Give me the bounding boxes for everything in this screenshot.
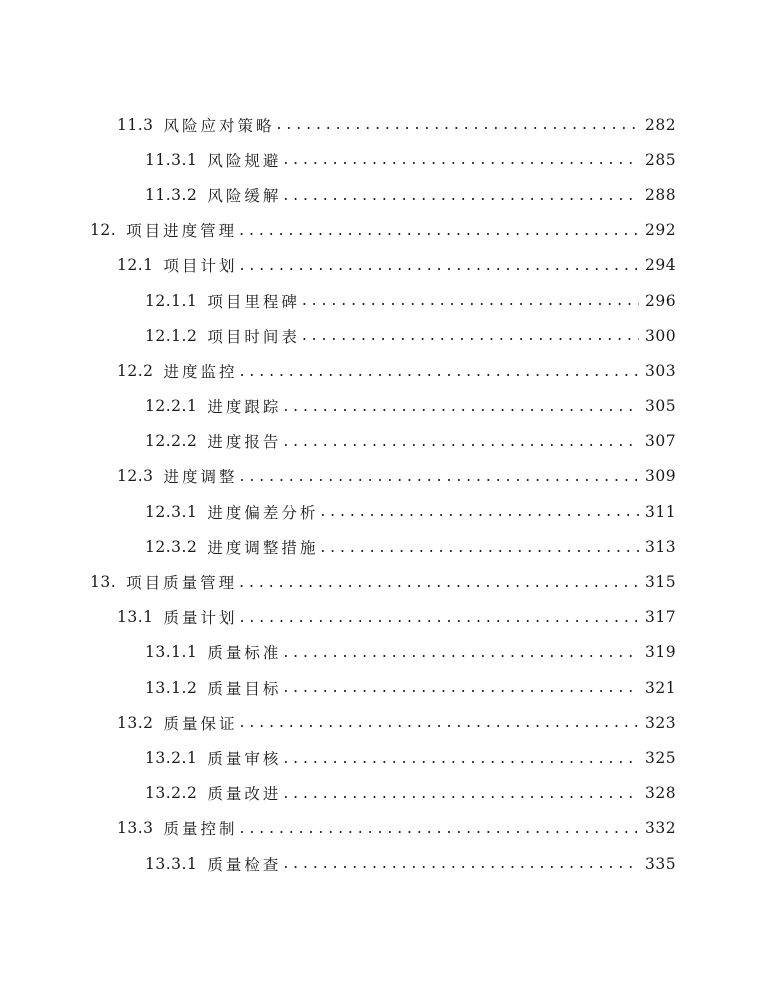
toc-entry-page: 313 bbox=[645, 537, 677, 556]
toc-entry-number: 13.3 bbox=[117, 819, 154, 838]
toc-entry-title: 进度调整措施 bbox=[207, 538, 319, 557]
dot-leader bbox=[320, 538, 639, 557]
dot-leader bbox=[240, 362, 639, 381]
toc-entry-page: 303 bbox=[645, 361, 677, 380]
toc-entry-number: 12.3.1 bbox=[145, 502, 198, 521]
toc-entry-title: 进度报告 bbox=[207, 433, 282, 452]
toc-entry-number: 12.3.2 bbox=[145, 537, 198, 556]
toc-entry-page: 296 bbox=[645, 291, 677, 310]
toc-entry[interactable] bbox=[0, 424, 675, 459]
toc-entry-title: 质量检查 bbox=[207, 855, 282, 874]
toc-entry[interactable] bbox=[0, 635, 675, 670]
toc-entry-number: 13.2 bbox=[117, 713, 154, 732]
toc-entry[interactable] bbox=[0, 142, 675, 177]
toc-entry[interactable] bbox=[0, 248, 675, 283]
toc-entry-number: 13. bbox=[90, 573, 117, 592]
dot-leader bbox=[283, 784, 639, 803]
toc-entry[interactable] bbox=[0, 177, 675, 212]
toc-entry-number: 11.3 bbox=[117, 115, 154, 134]
toc-entry[interactable] bbox=[0, 776, 675, 811]
toc-entry[interactable] bbox=[0, 353, 675, 388]
dot-leader bbox=[240, 608, 639, 627]
dot-leader bbox=[240, 819, 639, 838]
toc-entry[interactable] bbox=[0, 529, 675, 564]
toc-entry-title: 项目质量管理 bbox=[126, 574, 238, 593]
toc-entry[interactable] bbox=[0, 740, 675, 775]
dot-leader bbox=[239, 573, 643, 592]
toc-entry-page: 294 bbox=[645, 256, 677, 275]
toc-entry-page: 325 bbox=[645, 748, 677, 767]
toc-entry-page: 315 bbox=[645, 573, 677, 592]
toc-entry[interactable] bbox=[0, 107, 675, 142]
toc-entry-title: 质量计划 bbox=[163, 609, 238, 628]
toc-entry-title: 质量改进 bbox=[207, 785, 282, 804]
toc-entry-title: 风险缓解 bbox=[207, 186, 282, 205]
toc-entry-title: 质量标准 bbox=[207, 644, 282, 663]
toc-entry-title: 进度跟踪 bbox=[207, 398, 282, 417]
toc-entry-title: 风险规避 bbox=[207, 151, 282, 170]
toc-entry-title: 风险应对策略 bbox=[163, 116, 275, 135]
toc-entry-number: 12.3 bbox=[117, 467, 154, 486]
toc-entry-number: 12.2 bbox=[117, 361, 154, 380]
toc-entry-page: 328 bbox=[645, 784, 677, 803]
toc-entry-page: 317 bbox=[645, 608, 677, 627]
toc-entry-page: 319 bbox=[645, 643, 677, 662]
dot-leader bbox=[283, 749, 639, 768]
dot-leader bbox=[283, 397, 639, 416]
dot-leader bbox=[239, 221, 643, 240]
dot-leader bbox=[240, 467, 639, 486]
toc-entry-number: 13.3.1 bbox=[145, 854, 198, 873]
toc-entry[interactable] bbox=[0, 564, 675, 599]
toc-entry-title: 进度监控 bbox=[163, 362, 238, 381]
toc-entry-number: 13.1.1 bbox=[145, 643, 198, 662]
toc-entry-page: 285 bbox=[645, 150, 677, 169]
toc-entry-page: 309 bbox=[645, 467, 677, 486]
toc-entry-page: 307 bbox=[645, 432, 677, 451]
toc-entry-number: 11.3.1 bbox=[145, 150, 198, 169]
toc-entry-number: 12.1 bbox=[117, 256, 154, 275]
toc-entry-number: 13.2.2 bbox=[145, 784, 198, 803]
toc-entry[interactable] bbox=[0, 494, 675, 529]
dot-leader bbox=[302, 291, 639, 310]
table-of-contents bbox=[0, 107, 765, 881]
toc-entry-title: 质量控制 bbox=[163, 820, 238, 839]
dot-leader bbox=[283, 186, 639, 205]
toc-entry-page: 332 bbox=[645, 819, 677, 838]
toc-entry-number: 12.1.2 bbox=[145, 326, 198, 345]
toc-entry-title: 项目里程碑 bbox=[207, 292, 300, 311]
dot-leader bbox=[240, 713, 639, 732]
toc-entry-title: 进度偏差分析 bbox=[207, 503, 319, 522]
dot-leader bbox=[283, 150, 639, 169]
toc-entry-page: 323 bbox=[645, 713, 677, 732]
toc-entry[interactable] bbox=[0, 670, 675, 705]
toc-entry[interactable] bbox=[0, 600, 675, 635]
toc-entry-title: 项目计划 bbox=[163, 257, 238, 276]
toc-entry-title: 项目时间表 bbox=[207, 327, 300, 346]
toc-entry-number: 12.2.2 bbox=[145, 432, 198, 451]
toc-entry[interactable] bbox=[0, 811, 675, 846]
toc-entry-number: 12.1.1 bbox=[145, 291, 198, 310]
toc-entry-number: 12.2.1 bbox=[145, 397, 198, 416]
toc-entry-page: 321 bbox=[645, 678, 677, 697]
toc-entry-number: 13.1 bbox=[117, 608, 154, 627]
toc-entry-page: 335 bbox=[645, 854, 677, 873]
dot-leader bbox=[283, 854, 639, 873]
toc-entry-title: 项目进度管理 bbox=[126, 222, 238, 241]
dot-leader bbox=[283, 643, 639, 662]
toc-entry[interactable] bbox=[0, 705, 675, 740]
toc-entry[interactable] bbox=[0, 389, 675, 424]
toc-entry-page: 311 bbox=[645, 502, 677, 521]
toc-entry-title: 进度调整 bbox=[163, 468, 238, 487]
dot-leader bbox=[277, 115, 639, 134]
toc-entry-page: 305 bbox=[645, 397, 677, 416]
toc-entry-number: 12. bbox=[90, 221, 117, 240]
toc-entry[interactable] bbox=[0, 213, 675, 248]
dot-leader bbox=[283, 678, 639, 697]
dot-leader bbox=[283, 432, 639, 451]
toc-entry-number: 13.2.1 bbox=[145, 748, 198, 767]
toc-entry[interactable] bbox=[0, 459, 675, 494]
toc-entry-page: 300 bbox=[645, 326, 677, 345]
dot-leader bbox=[240, 256, 639, 275]
dot-leader bbox=[302, 326, 639, 345]
toc-entry-number: 13.1.2 bbox=[145, 678, 198, 697]
toc-entry[interactable] bbox=[0, 846, 675, 881]
toc-entry-page: 288 bbox=[645, 185, 677, 204]
toc-entry[interactable] bbox=[0, 318, 675, 353]
toc-entry-title: 质量保证 bbox=[163, 714, 238, 733]
toc-entry-page: 292 bbox=[645, 221, 677, 240]
toc-entry-title: 质量审核 bbox=[207, 749, 282, 768]
toc-entry-title: 质量目标 bbox=[207, 679, 282, 698]
toc-entry[interactable] bbox=[0, 283, 675, 318]
toc-entry-page: 282 bbox=[645, 115, 677, 134]
dot-leader bbox=[320, 502, 639, 521]
toc-entry-number: 11.3.2 bbox=[145, 185, 198, 204]
